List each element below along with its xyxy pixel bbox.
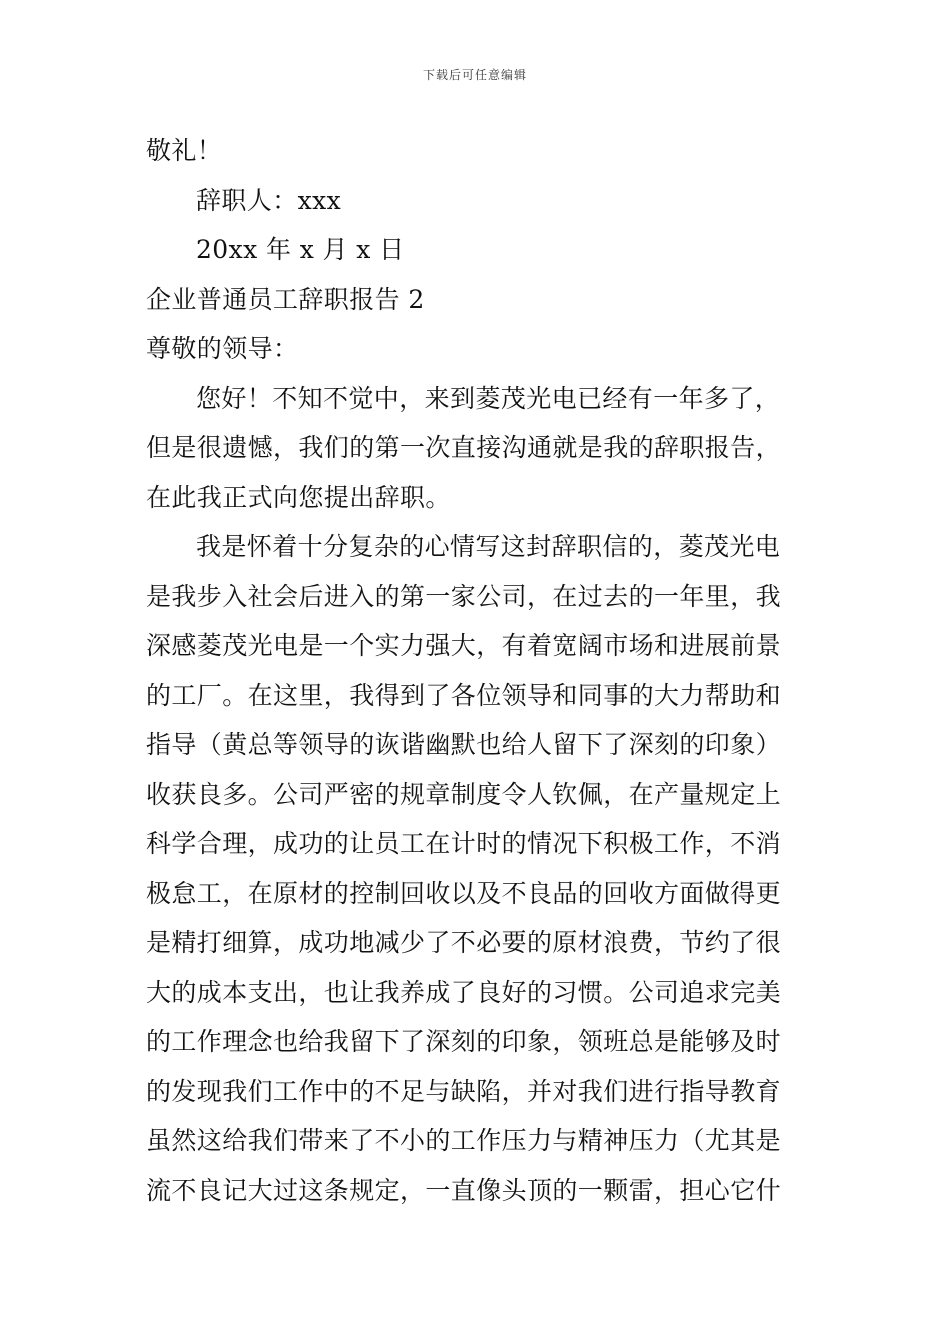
paragraph-line: 收获良多。公司严密的规章制度令人钦佩，在产量规定上 (146, 779, 782, 809)
paragraph-line: 您好！不知不觉中，来到菱茂光电已经有一年多了， (196, 383, 781, 413)
paragraph-line: 虽然这给我们带来了不小的工作压力与精神压力（尤其是 (146, 1126, 782, 1155)
paragraph-line: 我是怀着十分复杂的心情写这封辞职信的，菱茂光电 (196, 532, 781, 561)
closing-salutation: 敬礼！ (146, 136, 223, 165)
paragraph-line: 的工厂。在这里，我得到了各位领导和同事的大力帮助和 (146, 680, 782, 710)
paragraph-line: 的工作理念也给我留下了深刻的印象，领班总是能够及时 (146, 1027, 782, 1056)
paragraph-line: 是我步入社会后进入的第一家公司，在过去的一年里，我 (146, 581, 782, 611)
signature-name: 辞职人：xxx (196, 185, 342, 215)
greeting: 尊敬的领导： (146, 334, 299, 363)
paragraph-line: 科学合理，成功的让员工在计时的情况下积极工作，不消 (146, 829, 782, 858)
paragraph-line: 深感菱茂光电是一个实力强大，有着宽阔市场和进展前景 (146, 631, 782, 660)
signature-date: 20xx 年 x 月 x 日 (196, 235, 405, 264)
paragraph-line: 但是很遗憾，我们的第一次直接沟通就是我的辞职报告， (146, 433, 782, 462)
page-header: 下载后可任意编辑 (422, 68, 527, 82)
paragraph-line: 的发现我们工作中的不足与缺陷，并对我们进行指导教育 (146, 1076, 782, 1106)
paragraph-line: 是精打细算，成功地减少了不必要的原材浪费，节约了很 (146, 928, 782, 957)
paragraph-line: 在此我正式向您提出辞职。 (146, 482, 451, 512)
paragraph-line: 流不良记大过这条规定，一直像头顶的一颗雷，担心它什 (146, 1175, 782, 1205)
document-body (146, 126, 810, 1215)
section-title: 企业普通员工辞职报告 2 (146, 284, 425, 314)
paragraph-line: 极怠工，在原材的控制回收以及不良品的回收方面做得更 (146, 878, 782, 908)
paragraph-line: 大的成本支出，也让我养成了良好的习惯。公司追求完美 (146, 977, 782, 1007)
paragraph-line: 指导（黄总等领导的诙谐幽默也给人留下了深刻的印象） (146, 730, 782, 759)
